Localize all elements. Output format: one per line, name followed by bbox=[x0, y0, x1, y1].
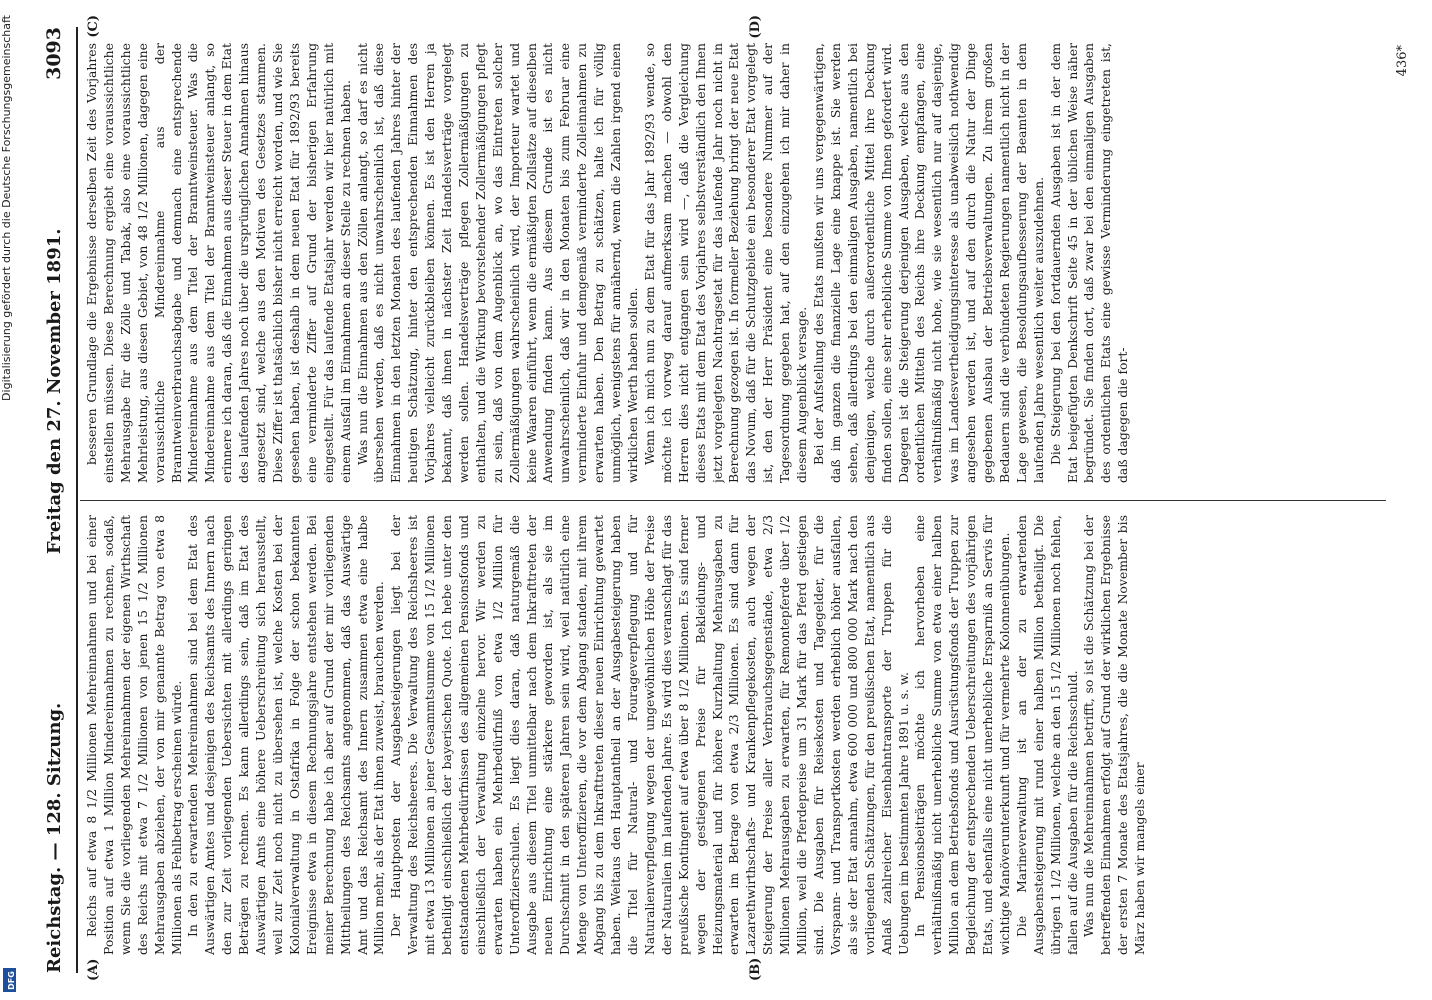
header-rule bbox=[76, 27, 78, 973]
column-divider bbox=[80, 500, 1386, 501]
paragraph: In Pensionsbeiträgen möchte ich hervorheben eine verhältnißmäßig nicht unerhebliche Summe von etwa einer halben Million an dem Betriebsfonds und Ausrüstungsfonds der Truppen zur Begleichung der entsprechenden Ueberschreitungen des vorjährigen Etats, und ebenfalls eine nicht unerhebliche Ersparniß an Servis für wichtige Manöverunterkunft und für vermehrte Kolonnenübungen. bbox=[912, 515, 1012, 955]
margin-letter-b: (B) bbox=[748, 957, 763, 981]
margin-letter-a: (A) bbox=[86, 958, 101, 981]
paragraph: Der Hauptposten der Ausgabesteigerungen liegt bei der Verwaltung des Reichsheeres. Die Verwaltung des Reichsheeres ist mit etwa 13 Millionen an jener Gesammtsumme von 15 1/2 Millionen betheiligt einschließlich der bayerischen Quote. Ich hebe unter den entstandenen Mehrbedürfnissen des allgemeinen Pensionsfonds und einschließlich der Verwaltung einzelne hervor. Wir werden zu erwarten haben ein Mehrbedürfniß von etwa 1/2 Million für Unteroffizierschulen. Es liegt dies daran, daß naturgemäß die Ausgabe aus diesem Titel unmittelbar nach dem Inkrafttreten der neuen Einrichtung eine stärkere geworden ist, als sie im Durchschnitt in den späteren Jahren sein wird, weil natürlich eine Menge von Unteroffizieren, die vor dem Abgang standen, mit ihrem Abgang bis zu dem Inkrafttreten dieser neuen Einrichtung gewartet haben. Weitaus den Hauptantheil an der Ausgabesteigerung haben die Titel für Natural- und Fourageverpflegung und für Naturalienverpflegung wegen der ungewöhnlichen Höhe der Preise der Naturalien im laufenden Jahre. Es wird dies veranschlagt für das preußische Kontingent auf etwa über 8 1/2 Millionen. Es sind ferner wegen der gestiegenen Preise für Bekleidungs- und Heizungsmaterial und für höhere Kurzhaltung Mehrausgaben zu erwarten im Betrage von etwa 2/3 Millionen. Es sind dann für Lazarethwirthschafts- und Krankenpflegekosten, auch wegen der Steigerung der Preise aller Verbrauchsgegenstände, etwa 2/3 Millionen Mehrausgaben zu erwarten, für Remontepferde über 1/2 Million, weil die Pferdepreise um 31 Mark für das Pferd gestiegen sind. Die Ausgaben für Reisekosten und Tagegelder, für die Vorspann- und Transportkosten werden erheblich höher ausfallen, als sie der Etat annahm, etwa 600 000 und 800 000 Mark nach den vorliegenden Schätzungen, für den preußischen Etat, namentlich aus Anlaß zahlreicher Eisenbahntransporte der Truppen für die Uebungen im bestimmten Jahre 1891 u. s. w. bbox=[388, 515, 911, 955]
paragraph: besseren Grundlage die Ergebnisse derselben Zeit des Vorjahres einstellen müssen. Diese Berechnung ergiebt eine voraussichtliche Mehrausgabe für die Zölle und Tabak, also eine voraussichtliche Mehrleistung, aus diesen Gebiet, von 48 1/2 Millionen, dagegen eine voraussichtliche Mindereinnahme aus der Branntweinverbrauchsabgabe und demnach eine entsprechende Mindereinnahme aus dem Titel der Branntweinsteuer. Was die Mindereinnahme aus dem Titel der Branntweinsteuer anlangt, so erinnere ich daran, daß die Einnahmen aus dieser Steuer in dem Etat des laufenden Jahres noch über die ursprünglichen Annahmen hinaus angesetzt sind, welche aus den Motiven des Gesetzes stammen. Diese Ziffer ist thatsächlich bisher nicht erreicht worden, und wie Sie gesehen haben, ist deshalb in dem neuen Etat für 1892/93 bereits eine verminderte Ziffer auf Grund der bisherigen Erfahrung eingestellt. Für das laufende Etatsjahr werden wir hier natürlich mit einem Ausfall im Einnahmen an dieser Stelle zu rechnen haben. bbox=[84, 43, 353, 483]
margin-letter-d: (D) bbox=[748, 15, 763, 39]
left-column bbox=[84, 515, 1386, 955]
scanned-page bbox=[16, 5, 1416, 995]
paragraph: Die Marineverwaltung ist an der zu erwartenden Ausgabensteigerung mit rund einer halben Million betheiligt. Die übrigen 1 1/2 Millionen, welche an den 15 1/2 Millionen noch fehlen, fallen auf die Ausgaben für die Reichsschuld. bbox=[1013, 515, 1080, 955]
paragraph: Wenn ich mich nun zu dem Etat für das Jahr 1892/93 wende, so möchte ich vorweg darauf aufmerksam machen — obwohl den Herren dies nicht entgangen sein wird —, daß die Vergleichung dieses Etats mit dem Etat des Vorjahres selbstverständlich den Ihnen jetzt vorgelegten Nachtragsetat für das laufende Jahr noch nicht in Berechnung gezogen ist. In formeller Beziehung bringt der neue Etat das Novum, daß für die Schutzgebiete ein besonderer Etat vorgelegt ist, den der Herr Präsident eine besondere Nummer auf der Tagesordnung gegeben hat, auf den einzugehen ich mir daher in diesem Augenblick versage. bbox=[641, 43, 810, 483]
paragraph: In den zu erwartenden Mehreinnahmen sind bei dem Etat des Auswärtigen Amtes und desjenigen des Reichsamts des Innern nach den zur Zeit vorliegenden Uebersichten mit allerdings geringen Beträgen zu rechnen. Es kann allerdings sein, daß im Etat des Auswärtigen Amts eine höhere Ueberschreitung sich herausstellt, weil zur Zeit noch nicht zu übersehen ist, welche Kosten bei der Kolonialverwaltung in Ostafrika in Folge der schon bekannten Ereignisse etwa in diesem Rechnungsjahre entstehen werden. Bei meiner Berechnung habe ich aber auf Grund der mir vorliegenden Mittheilungen des Reichsamts angenommen, daß das Auswärtige Amt und das Reichsamt des Innern zusammen etwa eine halbe Million mehr, als der Etat ihnen zuweist, brauchen werden. bbox=[185, 515, 387, 955]
paragraph: Bei der Aufstellung des Etats mußten wir uns vergegenwärtigen, daß im ganzen die finanzielle Lage eine knappe ist. Sie werden sehen, daß allerdings bei den einmaligen Ausgaben, namentlich bei denjenigen, welche durch außerordentliche Mittel ihre Deckung finden sollen, eine sehr erhebliche Summe von Ihnen gefordert wird. Dagegen ist die Steigerung derjenigen Ausgaben, welche aus den ordentlichen Mitteln des Reichs ihre Deckung empfangen, eine verhältnißmäßig nicht hohe, wie sie wesentlich nur auf dasjenige, was im Landesvertheidigungsinteresse als unabweislich nothwendig angesehen werden ist, und auf den durch die Natur der Dinge gegebenen Ausbau der Betriebsverwaltungen. Zu ihrem großen Bedauern sind die verbündeten Regierungen namentlich nicht in der Lage gewesen, die Besoldungsaufbesserung der Beamten in dem laufenden Jahre wesentlich weiter auszudehnen. bbox=[810, 43, 1046, 483]
credit-text: Digitalisierung gefördert durch die Deutsche Forschungsgemeinschaft bbox=[0, 15, 13, 401]
page-header bbox=[36, 27, 72, 973]
header-session: Reichstag. — 128. Sitzung. bbox=[43, 702, 65, 973]
signature-mark: 436* bbox=[1395, 45, 1410, 77]
paragraph: Was nun die Mehreinnahmen betrifft, so ist die Schätzung bei der betreffenden Einnahmen erfolgt auf Grund der wirklichen Ergebnisse der ersten 7 Monate des Etatsjahres, die die Monate November bis März haben wir mangels einer bbox=[1081, 515, 1148, 955]
paragraph: Was nun die Einnahmen aus den Zöllen anlangt, so darf es nicht übersehen werden, daß es nicht unwahrscheinlich ist, daß diese Einnahmen in den letzten Monaten des laufenden Jahres hinter der heutigen Schätzung, hinter den entsprechenden Einnahmen des Vorjahres vielleicht zurückbleiben können. Es ist den Herren ja bekannt, daß ihnen in nächster Zeit Handelsverträge vorgelegt werden sollen. Handelsverträge pflegen Zollermäßigungen zu enthalten, und die Wirkung bevorstehender Zollermäßigungen pflegt zu sein, daß von dem Augenblick an, wo das Eintreten solcher Zollermäßigungen wahrscheinlich wird, der Importeur wartet und keine Waaren einführt, wenn die ermäßigten Zollsätze auf dieselben Anwendung finden kann. Aus diesem Grunde ist es nicht unwahrscheinlich, daß wir in den Monaten bis zum Februar eine verminderte Einfuhr und demgemäß verminderte Zolleinnahmen zu erwarten haben. Den Betrag zu schätzen, halte ich für völlig unmöglich, wenigstens für annähernd, wenn die Zahlen irgend einen wirklichen Werth haben sollen. bbox=[354, 43, 640, 483]
header-date: Freitag den 27. November 1891. bbox=[43, 228, 65, 555]
right-column bbox=[84, 43, 1386, 483]
dfg-logo-text: DFG bbox=[6, 970, 16, 990]
paragraph: Reichs auf etwa 8 1/2 Millionen Mehreinnahmen und bei einer Position auf etwa 1 Million Mindereinnahmen zu rechnen, sodaß, wenn Sie die vorliegenden Mehreinnahmen der eigenen Wirthschaft des Reichs mit etwa 7 1/2 Millionen von jenen 15 1/2 Millionen Mehrausgaben abziehen, der von mir genannte Betrag von etwa 8 Millionen als Fehlbetrag erscheinen würde. bbox=[84, 515, 184, 955]
page-number: 3093 bbox=[43, 27, 65, 80]
margin-letter-c: (C) bbox=[86, 15, 101, 38]
paragraph: Die Steigerung bei den fortdauernden Ausgaben ist in der dem Etat beigefügten Denkschrift Seite 45 in der üblichen Weise näher begründet. Sie finden dort, daß zwar bei den einmaligen Ausgaben des ordentlichen Etats eine gewisse Verminderung eingetreten ist, daß dagegen die fort- bbox=[1047, 43, 1131, 483]
